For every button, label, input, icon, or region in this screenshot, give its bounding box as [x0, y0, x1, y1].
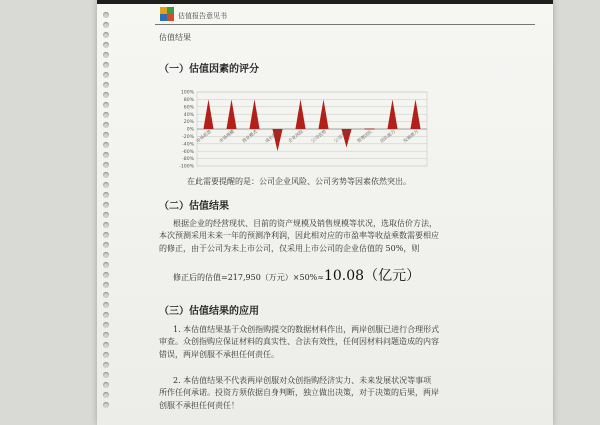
binder-hole [103, 82, 109, 88]
binder-hole [103, 212, 109, 218]
application-2-line-3: 创服不承担任何责任！ [159, 400, 239, 410]
binder-hole [103, 242, 109, 248]
application-1-line-1: 1. 本估值结果基于众创指购提交的数据材料作出，两岸创服已进行合理形式 [173, 325, 440, 334]
y-tick-label: -60% [182, 149, 194, 155]
x-tick-label: 管理团队 [356, 129, 374, 145]
x-tick-label: 成长能力 [264, 129, 282, 145]
x-tick-label: 团队能力 [379, 129, 397, 145]
y-tick-label: -100% [179, 164, 194, 170]
y-tick-label: 20% [183, 120, 194, 126]
binder-hole [103, 282, 109, 288]
binder-hole [103, 172, 109, 178]
valuation-line-3: 的修正，由于公司为未上市公司，仅采用上市公司的企业估值的 50%，则 [159, 243, 420, 253]
y-tick-label: -20% [182, 135, 194, 140]
result-value: 10.08（亿元） [323, 268, 421, 284]
binder-hole [103, 132, 109, 138]
y-tick-label: 80% [183, 98, 194, 103]
binder-holes [103, 12, 111, 419]
binder-hole [103, 102, 109, 108]
valuation-paragraph [159, 218, 539, 255]
report-page [97, 0, 553, 425]
y-tick-label: 100% [180, 90, 194, 96]
binder-hole [103, 392, 109, 398]
chart-note: 在此需要提醒的是：公司企业风险、公司劣势等因素依然突出。 [187, 177, 411, 186]
y-tick-label: -80% [182, 157, 194, 163]
section-label: 估值结果 [159, 33, 191, 42]
chart-svg [171, 88, 433, 170]
heading-valuation-result: （二）估值结果 [159, 201, 229, 212]
logo [160, 7, 174, 21]
binder-hole [103, 42, 109, 48]
header-rule [155, 24, 535, 25]
x-tick-label: 发展潜力 [402, 129, 420, 145]
x-tick-label: 公司劣势 [333, 129, 351, 145]
binder-hole [103, 302, 109, 308]
valuation-line-1: 根据企业的经营现状、目前的资产规模及销售规模等状况，选取估价方法， [173, 219, 437, 228]
heading-valuation-factors: （一）估值因素的评分 [159, 64, 259, 75]
application-paragraph-1 [159, 324, 539, 361]
binder-hole [103, 182, 109, 188]
binder-hole [103, 322, 109, 328]
binder-hole [103, 362, 109, 368]
binder-hole [103, 192, 109, 198]
binder-hole [103, 52, 109, 58]
x-tick-label: 企业风险 [287, 129, 305, 145]
binder-hole [103, 162, 109, 168]
valuation-result [173, 265, 420, 285]
binder-hole [103, 92, 109, 98]
binder-hole [103, 382, 109, 388]
binder-hole [103, 292, 109, 298]
application-paragraph-2 [159, 375, 539, 412]
binding-bar [97, 0, 553, 4]
application-2-line-1: 2. 本估值结果不代表两岸创服对众创指购经济实力、未来发展状况等事项 [173, 376, 432, 385]
binder-hole [103, 312, 109, 318]
binder-hole [103, 12, 109, 18]
y-tick-label: 0% [186, 127, 194, 133]
valuation-line-2: 本次预测采用未来一年的预测净利润，因此相对应的市盈率等收益乘数需要相应 [159, 231, 439, 241]
binder-hole [103, 402, 109, 408]
document-header-title: 估值报告意见书 [178, 12, 227, 20]
binder-hole [103, 22, 109, 28]
binder-hole [103, 252, 109, 258]
binder-hole [103, 142, 109, 148]
x-tick-label: 商业模式 [241, 129, 259, 145]
binder-hole [103, 152, 109, 158]
y-tick-label: -40% [182, 142, 194, 148]
binder-hole [103, 72, 109, 78]
y-tick-label: 60% [183, 105, 194, 111]
binder-hole [103, 352, 109, 358]
binder-hole [103, 202, 109, 208]
y-tick-label: 40% [183, 112, 194, 118]
application-2-line-2: 所作任何承诺。投资方须依据自身判断，独立做出决策，对于决策的后果，两岸 [159, 388, 439, 398]
x-tick-label: 公司优势 [310, 129, 328, 145]
binder-hole [103, 332, 109, 338]
binder-hole [103, 62, 109, 68]
result-formula: 修正后的估值=217,950（万元）×50%≈ [173, 273, 324, 282]
application-1-line-2: 审查。众创指购应保证材料的真实性、合法有效性，任何因材料问题造成的内容 [159, 337, 439, 347]
binder-hole [103, 112, 109, 118]
binder-hole [103, 342, 109, 348]
x-tick-label: 市场前景 [195, 129, 213, 145]
binder-hole [103, 262, 109, 268]
application-1-line-3: 错误，两岸创服不承担任何责任。 [159, 349, 279, 359]
factor-score-chart [171, 88, 433, 170]
binder-hole [103, 372, 109, 378]
binder-hole [103, 122, 109, 128]
binder-hole [103, 222, 109, 228]
binder-hole [103, 232, 109, 238]
x-tick-label: 市场规模 [218, 129, 236, 145]
binder-hole [103, 32, 109, 38]
binder-hole [103, 272, 109, 278]
heading-result-application: （三）估值结果的应用 [159, 306, 259, 317]
